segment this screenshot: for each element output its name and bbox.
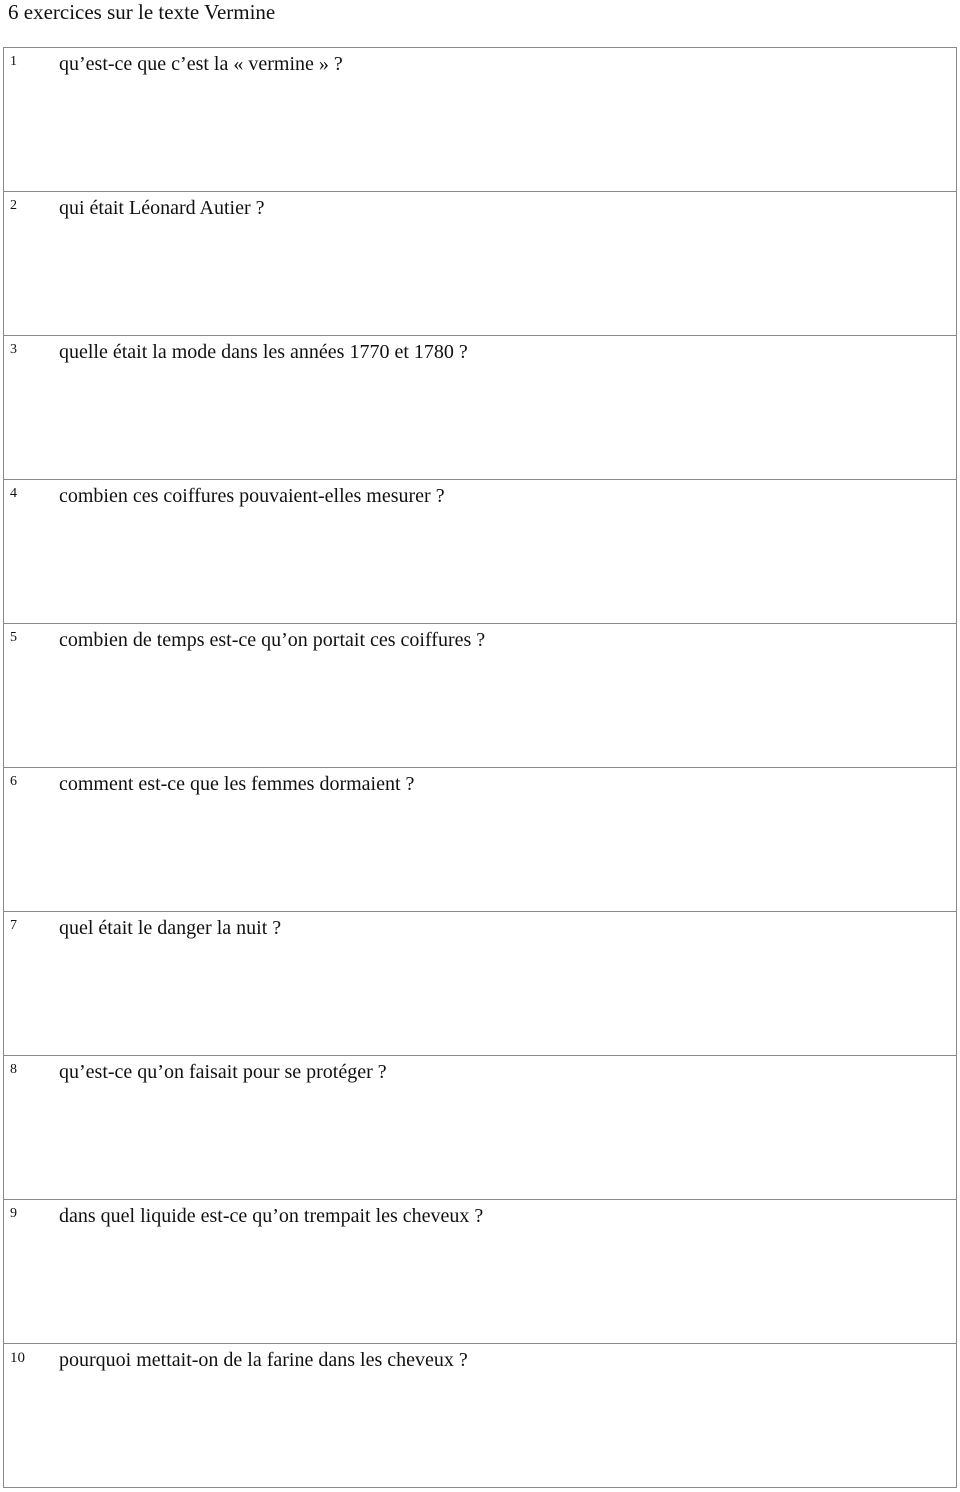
exercise-row[interactable] [4, 912, 956, 1056]
exercise-row[interactable] [4, 768, 956, 912]
exercise-number: 10 [10, 1350, 25, 1366]
exercise-row[interactable] [4, 192, 956, 336]
exercise-row[interactable] [4, 480, 956, 624]
exercise-question: combien ces coiffures pouvaient-elles mesurer ? [59, 485, 445, 507]
exercise-number: 1 [10, 54, 17, 69]
exercise-question: qu’est-ce qu’on faisait pour se protéger ? [59, 1061, 387, 1083]
exercise-row[interactable] [4, 336, 956, 480]
exercise-number: 5 [10, 630, 17, 645]
exercise-question: quel était le danger la nuit ? [59, 917, 282, 939]
exercise-number: 6 [10, 774, 17, 789]
exercise-number: 4 [10, 486, 17, 501]
exercise-row[interactable] [4, 48, 956, 192]
exercise-question: comment est-ce que les femmes dormaient ? [59, 773, 415, 795]
exercise-row[interactable] [4, 624, 956, 768]
exercise-row[interactable] [4, 1200, 956, 1344]
page-title: 6 exercices sur le texte Vermine [8, 0, 276, 24]
exercise-table [3, 47, 957, 1488]
exercise-number: 3 [10, 342, 17, 357]
exercise-row[interactable] [4, 1056, 956, 1200]
exercise-question: qui était Léonard Autier ? [59, 197, 265, 219]
exercise-question: combien de temps est-ce qu’on portait ces coiffures ? [59, 629, 486, 651]
exercise-number: 2 [10, 198, 17, 213]
exercise-number: 7 [10, 918, 17, 933]
exercise-question: dans quel liquide est-ce qu’on trempait les cheveux ? [59, 1205, 484, 1227]
exercise-number: 9 [10, 1206, 17, 1221]
exercise-row[interactable] [4, 1344, 956, 1489]
exercise-question: qu’est-ce que c’est la « vermine » ? [59, 53, 343, 75]
exercise-question: quelle était la mode dans les années 1770 et 1780 ? [59, 341, 468, 363]
exercise-question: pourquoi mettait-on de la farine dans les cheveux ? [59, 1349, 468, 1371]
exercise-number: 8 [10, 1062, 17, 1077]
